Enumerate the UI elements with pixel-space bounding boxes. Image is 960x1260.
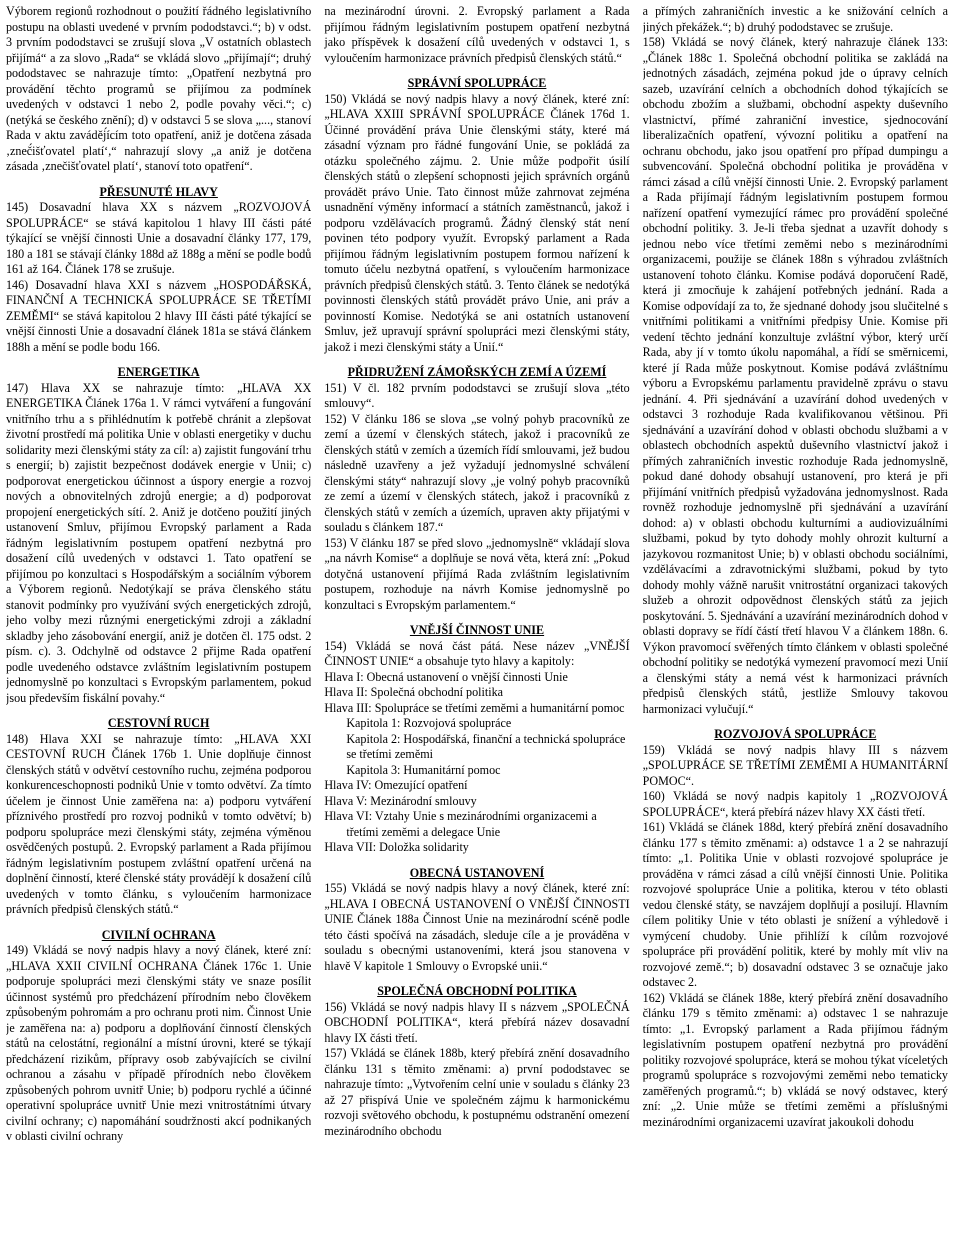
section-heading: SPRÁVNÍ SPOLUPRÁCE bbox=[407, 76, 547, 90]
paragraph: 160) Vkládá se nový nadpis kapitoly 1 „ROZVOJOVÁ SPOLUPRÁCE“, která přebírá název hlavy XX části třetí. bbox=[642, 789, 948, 819]
section-heading: VNĚJŠÍ ČINNOST UNIE bbox=[409, 623, 545, 637]
list-item: Kapitola 1: Rozvojová spolupráce bbox=[346, 716, 512, 730]
section-heading: CIVILNÍ OCHRANA bbox=[101, 927, 216, 942]
paragraph: 154) Vkládá se nová část pátá. Nese název „VNĚJŠÍ ČINNOST UNIE“ a obsahuje tyto hlavy a kapitoly: bbox=[324, 638, 630, 668]
paragraph: 147) Hlava XX se nahrazuje tímto: „HLAVA XX ENERGETIKA Článek 176a 1. V rámci vytváření a fungování vnitřního trhu a s přihlédnutím k potřebě chránit a zlepšovat životní prostředí má politika Unie v oblasti energetiky v duchu solidarity mezi členskými státy za cíl: a) zajistit fungování trhu s energií; b) zajistit bezpečnost dodávek energie v Unii; c) podporovat energetickou účinnost a úspory energie a rozvoj nových a obnovitelných zdrojů energie; a d) podporovat propojení energetických sítí. 2. Aniž je dotčeno použití jiných ustanovení Smluv, přijímou Evropský parlament a Rada řádným legislativním postupem opatření nezbytná pro dosažení cílů uvedených v odstavci 1. Tato opatření se přijímou po konzultaci s Hospodářským a sociálním výborem a Výborem regionů. Nedotýkají se práva členského státu stanovit podmínky pro využívání svých energetických zdrojů, jeho volby mezi různými energetickými zdroji a základní skladby jeho zásobování energií, aniž je dotčen čl. 175 odst. 2 písm. c). 3. Odchylně od odstavce 2 přijme Rada opatření podle uvedeného odstavce zvláštním legislativním postupem jednomyslně po konzultaci s Evropským parlamentem, pokud jsou především fiskální povahy.“ bbox=[6, 380, 312, 705]
paragraph: 155) Vkládá se nový nadpis hlavy a nový článek, které zní: „HLAVA I OBECNÁ USTANOVENÍ O VNĚJŠÍ ČINNOSTI UNIE Článek 188a Činnost Unie na mezinárodní scéně podle této části spočívá na zásadách, sleduje cíle a je prováděna v souladu s obecnými ustanoveními, která jsou stanovena v hlavě V kapitole 1 Smlouvy o Evropské unii.“ bbox=[324, 881, 630, 973]
section-heading: ENERGETIKA bbox=[117, 365, 200, 379]
paragraph: 151) V čl. 182 prvním pododstavci se zrušují slova „této smlouvy“. bbox=[324, 380, 630, 410]
list-item: Hlava III: Spolupráce se třetími zeměmi a humanitární pomoc bbox=[324, 700, 625, 715]
list-item: Hlava V: Mezinárodní smlouvy bbox=[324, 793, 477, 808]
paragraph: na mezinárodní úrovni. 2. Evropský parlament a Rada přijímou řádným legislativním postupem opatření nezbytná jako příspěvek k dosažení cílů uvedených v odstavci 1, s vyloučením harmonizace právních předpisů členských států.“ bbox=[324, 4, 630, 65]
section-heading: OBECNÁ USTANOVENÍ bbox=[409, 865, 545, 880]
section-heading: PŘIDRUŽENÍ ZÁMOŘSKÝCH ZEMÍ A ÚZEMÍ bbox=[347, 365, 607, 379]
paragraph: 162) Vkládá se článek 188e, který přebírá znění dosavadního článku 179 s těmito změnami: a) odstavec 1 se nahrazuje tímto: „1. Evropský parlament a Rada přijímou řádným legislativním postupem opatření nezbytná pro provádění politiky rozvojové spolupráce, která se mohou týkat víceletých programů spolupráce s rozvojovými zeměmi nebo tematicky zaměřených programů.“; b) vkládá se nový odstavec, který zní: „2. Unie může se třetími zeměmi a příslušnými mezinárodními organizacemi uzavírat jakoukoli dohodu bbox=[642, 990, 948, 1129]
paragraph: 145) Dosavadní hlava XX s názvem „ROZVOJOVÁ SPOLUPRÁCE“ se stává kapitolou 1 hlavy III části páté týkající se vnější činnosti Unie a dosavadní články 177, 179, 180 a 181 se stávají články 188d až 188g a mění se podle bodů 161 až 164. Článek 178 se zrušuje. bbox=[6, 200, 312, 276]
column-left bbox=[6, 4, 311, 1260]
list-item: Hlava I: Obecná ustanovení o vnější činnosti Unie bbox=[324, 669, 568, 684]
paragraph: 161) Vkládá se článek 188d, který přebírá znění dosavadního článku 177 s těmito změnami: a) odstavce 1 a 2 se nahrazují tímto: „1. Politika Unie v oblasti rozvojové spolupráce je prováděna v rámci zásad a cílů vnější činnosti Unie. Politika rozvojové spolupráce Unie a politika, kterou v této oblasti vedou členské státy, se navzájem doplňují a posilují. Hlavním cílem politiky Unie v této oblasti je snížení a výhledově i vymýcení chudoby. Unie přihlíží k cílům rozvojové spolupráce při provádění politik, které by mohly mít vliv na rozvojové země.“; b) dosavadní odstavec 3 se označuje jako odstavec 2. bbox=[642, 820, 948, 989]
list-item: Kapitola 2: Hospodářská, finanční a technická spolupráce se třetími zeměmi bbox=[346, 731, 626, 761]
list-item: Hlava II: Společná obchodní politika bbox=[324, 685, 504, 699]
paragraph: Výborem regionů rozhodnout o použití řádného legislativního postupu na oblasti uvedené v prvním pododstavci.“; b) v odst. 3 prvním pododstavci se zrušují slova „V ostatních oblastech přijímá“ a za slovo „Rada“ se vkládá slovo „přijímají“; druhý pododstavec se nahrazuje tímto: „Opatření nezbytná pro provádění těchto programů se přijímou za podmínek uvedených v odstavci 1 nebo 2, podle povahy věci.“; c) (netýká se českého znění); d) v odstavci 5 se slova „..., stanoví Rada v aktu zaváděj́ícím toto opatření, aniž je dotčena zásada ‚zneč́išťovatel platí‘,“ nahrazují slovy „a aniž je dotčena zásada ‚znečišťovatel platí‘, stanoví toto opatření“. bbox=[6, 4, 312, 173]
paragraph: a přímých zahraničních investic a ke snižování celních a jiných překážek.“; b) druhý pododstavec se zrušuje. bbox=[642, 4, 948, 34]
column-right bbox=[643, 4, 948, 1260]
list-item: Hlava VII: Doložka solidarity bbox=[324, 840, 469, 854]
paragraph: 146) Dosavadní hlava XXI s názvem „HOSPODÁŘSKÁ, FINANČNÍ A TECHNICKÁ SPOLUPRÁCE SE TŘETÍMI ZEMĚMI“ se stává kapitolou 2 hlavy III části páté týkající se vnější činnosti Unie a dosavadní článek 181a se stává článkem 188h a mění se podle bodu 166. bbox=[6, 277, 312, 354]
paragraph: 150) Vkládá se nový nadpis hlavy a nový článek, které zní: „HLAVA XXIII SPRÁVNÍ SPOLUPRÁCE Článek 176d 1. Účinné provádění práva Unie členskými státy, které má zásadní význam pro řádné fungování Unie, se pokládá za otázku společného zájmu. 2. Unie může podpořit úsilí členských států o zlepšení schopnosti jejich správních orgánů provádět právo Unie. Tato činnost může zahrnovat zejména usnadnění výměny informací a státních zaměstnanců, jakož i podporu vzdělávacích programů. Žádný členský stát není povinen této podpory využít. Evropský parlament a Rada přijímou řádným legislativním postupem formou nařízení k tomuto účelu nezbytná opatření, s vyloučením harmonizace právních předpisů členských států. 3. Tento článek se nedotýká povinnosti členských států provádět právo Unie, ani práv a povinností Komise. Nedotýká se ani ostatních ustanovení Smluv, jež upravují správní spolupráci mezi členskými státy, jakož i mezi členskými státy a Unií.“ bbox=[324, 91, 630, 354]
section-heading: SPOLEČNÁ OBCHODNÍ POLITIKA bbox=[377, 984, 577, 998]
section-heading: CESTOVNÍ RUCH bbox=[107, 716, 210, 730]
section-heading: ROZVOJOVÁ SPOLUPRÁCE bbox=[714, 727, 877, 741]
paragraph: 156) Vkládá se nový nadpis hlavy II s názvem „SPOLEČNÁ OBCHODNÍ POLITIKA“, která přebírá název dosavadní hlavy IX části třetí. bbox=[324, 999, 630, 1045]
list-item: Hlava IV: Omezující opatření bbox=[324, 778, 468, 792]
list-item: Kapitola 3: Humanitární pomoc bbox=[346, 762, 501, 777]
paragraph: 157) Vkládá se článek 188b, který přebírá znění dosavadního článku 131 s těmito změnami: a) první pododstavec se nahrazuje tímto: „Vytvořením celní unie v souladu s články 23 až 27 přispívá Unie ve společném zájmu k harmonickému rozvoji světového obchodu, k postupnému odstranění omezení mezinárodního obchodu bbox=[324, 1046, 630, 1138]
section-heading: PŘESUNUTÉ HLAVY bbox=[99, 184, 218, 199]
paragraph: 153) V článku 187 se před slovo „jednomyslně“ vkládají slova „na návrh Komise“ a doplňuje se nová věta, která zní: „Pokud dotyčná ustanovení přijímá Rada zvláštním legislativním postupem, rozhoduje na návrh Komise jednomyslně po konzultaci s Evropským parlamentem.“ bbox=[324, 535, 630, 612]
list-item: Hlava VI: Vztahy Unie s mezinárodními organizacemi a třetími zeměmi a delegace Unie bbox=[324, 809, 597, 839]
paragraph: 158) Vkládá se nový článek, který nahrazuje článek 133: „Článek 188c 1. Společná obchodní politika se zakládá na jednotných zásadách, zejména pokud jde o úpravy celních sazeb, uzavírání celních a obchodních dohod týkajících se obchodu zbožím a službami, obchodní aspekty duševního vlastnictví, přímé zahraniční investice, sjednocování liberalizačních opatření, vývozní politiku a opatření na ochranu obchodu, jako jsou opatření pro případ dumpingu a subvencování. Společná obchodní politika je prováděna v rámci zásad a cílů vnější činnosti Unie. 2. Evropský parlament a Rada přijímají řádným legislativním postupem formou nařízení opatření vymezující rámec pro provádění společné obchodní politiky. 3. Je-li třeba sjednat a uzavřít dohody s jednou nebo více třetími zeměmi nebo s mezinárodními organizacemi, použije se článek 188n s výhradou zvláštních ustanovení tohoto článku. Komise podává doporučení Radě, která ji zmocňuje k zahájení potřebných jednání. Rada a Komise odpovídají za to, že sjednané dohody jsou slučitelné s vnitřními politikami a vnitřními předpisy Unie. Komise při vedení těchto jednání konzultuje zvláštní výbor, který určí Rada, aby jí v tomto úkolu napomáhal, a řídí se směrnicemi, které jí Rada může poskytnout. Komise podává zvláštnímu výboru a Evropskému parlamentu pravidelně zprávu o stavu jednání. 4. Při sjednávání a uzavírání dohod uvedených v odstavci 3 rozhoduje Rada kvalifikovanou většinou. Při sjednávání a uzavírání dohod v oblasti obchodu službami a v oblastech obchodních aspektů duševního vlastnictví jakož i přímých zahraničních investic rozhoduje Rada jednomyslně, pokud dané dohody obsahují ustanovení, pro která je při přijímání vnitřních předpisů vyžadována jednomyslnost. Rada rovněž rozhoduje jednomyslně při sjednávání a uzavírání dohod: a) v oblasti obchodu kulturními a audiovizuálními službami, pokud by tyto dohody mohly ohrozit kulturní a jazykovou rozmanitost Unie; b) v oblasti obchodu sociálními, vzdělávacími a zdravotnickými službami, pokud by tyto dohody mohly vážně narušit vnitrostátní organizaci takových služeb a ohrozit odpovědnost členských států za jejich poskytování. 5. Sjednávání a uzavírání mezinárodních dohod v oblasti dopravy se řídí částí třetí hlavou V a článkem 188n. 6. Výkon pravomocí svěřených tímto článkem v oblasti společné obchodní politiky se nedotýká vymezení pravomocí mezi Unií a členskými státy a nemá vést k harmonizaci právních předpisů členských států, jestliže Smlouvy takovou harmonizaci vylučují.“ bbox=[642, 35, 948, 716]
paragraph: 149) Vkládá se nový nadpis hlavy a nový článek, které zní: „HLAVA XXII CIVILNÍ OCHRANA Článek 176c 1. Unie podporuje spolupráci mezi členskými státy ve snaze posílit účinnost systémů pro předcházení přírodním nebo člověkem způsobeným pohromám a pro ochranu proti nim. Činnost Unie je zaměřena na: a) podporu a doplňování činností členských států na celostátní, regionální a místní úrovni, které se týkají předcházení rizikům, přípravy osob zabývajících se civilní ochranou a zásahu v případě přírodních nebo člověkem způsobených pohrom uvnitř Unie; b) podporu rychlé a účinné operativní spolupráce uvnitř Unie mezi vnitrostátními útvary civilní ochrany; c) napomáhání soudržnosti akcí podnikaných v oblasti civilní ochrany bbox=[6, 943, 312, 1143]
paragraph: 148) Hlava XXI se nahrazuje tímto: „HLAVA XXI CESTOVNÍ RUCH Článek 176b 1. Unie doplňuje činnost členských států v odvětví cestovního ruchu, zejména podporou konkurenceschopnosti podniků Unie v tomto odvětví. Za tímto účelem je činnost Unie zaměřena na: a) podporu vytváření příznivého prostředí pro rozvoj podniků v tomto odvětví; b) podporu spolupráce mezi členskými státy, zejména výměnou osvědčených postupů. 2. Evropský parlament a Rada přijímou řádným legislativním postupem zvláštní opatření určená na doplnění činností, které členské státy provádějí k dosažení cílů uvedených v tomto článku, s vyloučením harmonizace právních předpisů členských států.“ bbox=[6, 731, 312, 916]
paragraph: 159) Vkládá se nový nadpis hlavy III s názvem „SPOLUPRÁCE SE TŘETÍMI ZEMĚMI A HUMANITÁRNÍ POMOC“. bbox=[642, 742, 948, 788]
column-middle bbox=[324, 4, 629, 1260]
paragraph: 152) V článku 186 se slova „se volný pohyb pracovníků ze zemí a území v členských státech, jakož i pracovníků ze členských států v zemích a územích řídí smlouvami, jež budou následně uzavřeny a jež vyžadují jednomyslné schválení členskými státy“ nahrazují slovy „je volný pohyb pracovníků ze zemí a území v členských státech, jakož i pracovníků z členských států v zemích a územích, upraven akty přijatými v souladu s článkem 187.“ bbox=[324, 411, 630, 534]
